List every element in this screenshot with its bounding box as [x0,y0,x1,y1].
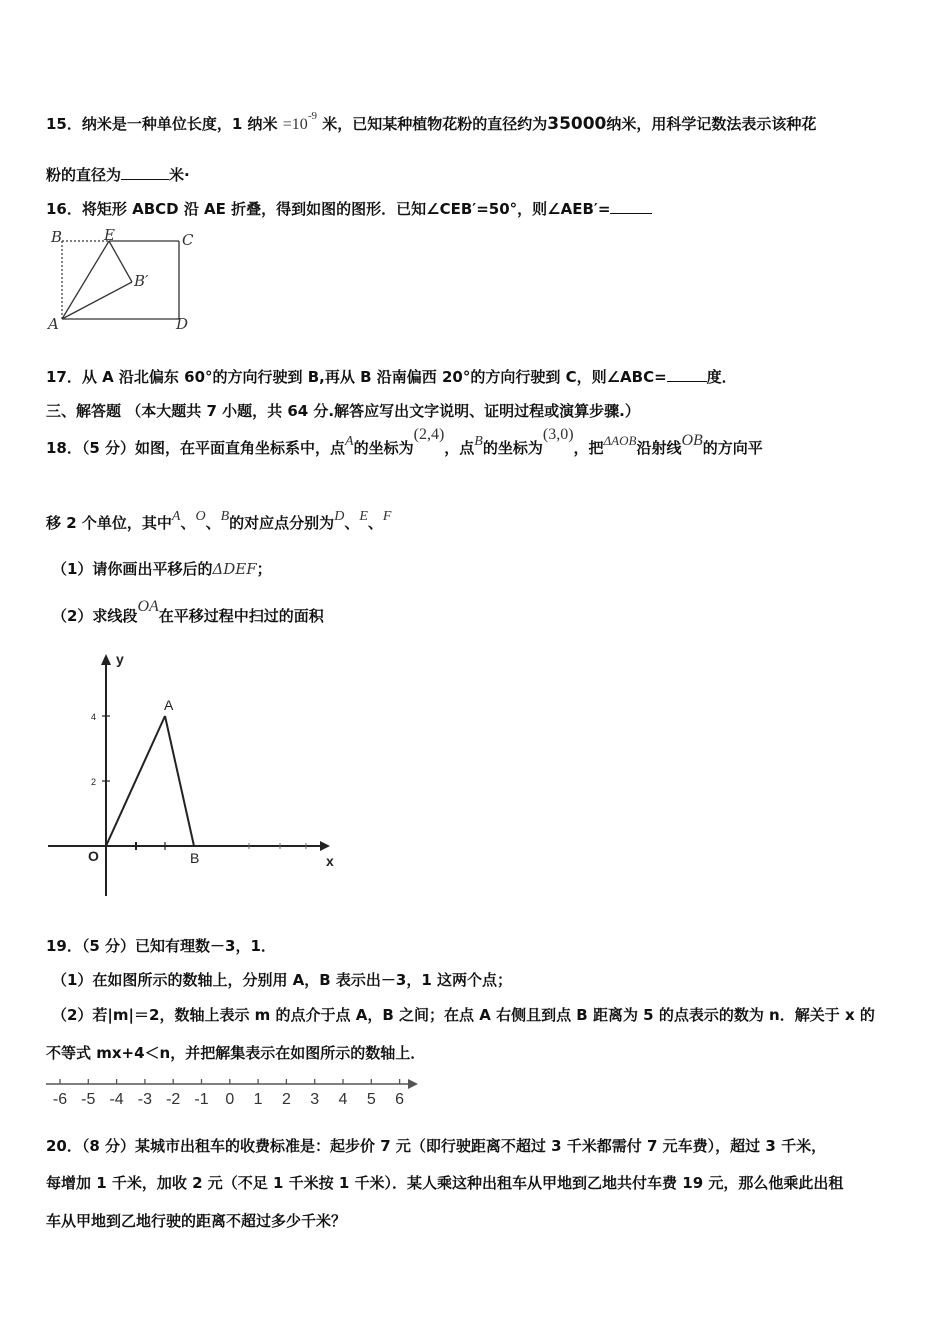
q20-l1-text: 20．（8 分）某城市出租车的收费标准是：起步价 7 元（即行驶距离不超过 3 千米都需付 7 元车费），超过 3 千米， [46,1137,827,1155]
q16-figure [46,228,206,338]
q18-p6: 沿射线 [636,439,682,457]
q18-l2a: 移 2 个单位，其中 [46,514,172,532]
number-line-arrow [408,1079,418,1089]
number-line-label: 1 [253,1091,263,1108]
q18-line2 [46,509,392,535]
q15-text-c: 纳米，用科学记数法表示该种花 [606,115,817,133]
label-b: B [51,228,63,246]
number-line-label: -1 [194,1091,209,1108]
q20-l2-text: 每增加 1 千米，加收 2 元（不足 1 千米按 1 千米）．某人乘这种出租车从甲地到乙地共付车费 19 元，那么他乘此出租 [46,1174,844,1192]
y-tick-label-4: 4 [91,712,97,722]
number-line-label: -5 [81,1091,96,1108]
number-line-label: 6 [395,1091,405,1108]
label-c: C [182,231,194,249]
q18-l2-b: B [220,509,230,524]
origin-label: O [88,848,99,864]
number-line-label: 5 [366,1091,376,1108]
q17-text-b: 度． [706,368,737,386]
q20-line2 [46,1173,843,1193]
label-b-prime: B′ [134,272,149,290]
q18-sub1-a: （1）请你画出平移后的 [52,560,213,578]
q15-power: $=10^{-9}$ [282,110,317,133]
q18-coord-a: (2,4) [413,426,445,443]
q18-l2-a: A [171,509,181,524]
q18-p3: ，点 [444,439,475,457]
q19-title-text: 19．（5 分）已知有理数－3，1． [46,937,276,955]
x-axis-arrow [320,841,330,851]
section3-text: 三、解答题 （本大题共 7 小题，共 64 分.解答应写出文字说明、证明过程或演算步骤.） [46,402,640,420]
q18-p4: 的坐标为 [482,439,543,457]
q17-line [46,367,737,387]
q18-p5: ，把 [573,439,604,457]
q18-ray-ob: OB [681,432,703,449]
label-d: D [176,315,189,333]
section3-heading [46,401,640,421]
number-line-label: -6 [52,1091,68,1108]
q15-line2-b: 米· [169,166,190,184]
q15-line2 [46,165,190,185]
q15-text-a: 15．纳米是一种单位长度，1 纳米 [46,115,278,133]
q18-sub2-oa: OA [137,598,159,615]
q18-point-a: A [345,434,354,449]
q20-line1 [46,1136,826,1156]
q20-l3-text: 车从甲地到乙地行驶的距离不超过多少千米？ [46,1212,347,1230]
q18-sub2-a: （2）求线段 [52,607,138,625]
q18-triangle: ΔAOB [603,433,637,448]
q18-coordinate-figure [44,648,344,900]
q18-coord-b: (3,0) [542,426,574,443]
q15-number: 35000 [547,114,607,134]
q18-p2: 的坐标为 [353,439,414,457]
q17-text-a: 17．从 A 沿北偏东 60°的方向行驶到 B,再从 B 沿南偏西 20°的方向行驶到 C，则∠ABC= [46,368,667,386]
number-line-label: 2 [281,1091,291,1108]
q18-line1 [46,426,763,460]
q18-sep1: 、 [180,514,196,532]
q20-line3 [46,1211,346,1231]
q18-sub1-b: ； [256,560,272,578]
number-line-label: -3 [137,1091,153,1108]
q19-sub2-line1 [52,1005,875,1025]
q18-p7: 的方向平 [702,439,763,457]
number-line-label: -4 [109,1091,124,1108]
q18-sub1 [52,559,272,579]
q18-l2b: 的对应点分别为 [229,514,335,532]
q19-sub1-text: （1）在如图所示的数轴上，分别用 A，B 表示出－3，1 这两个点； [52,971,513,989]
number-line-label: 4 [338,1091,348,1108]
q18-sep3: 、 [344,514,360,532]
q19-sub2a-text: （2）若|m|＝2，数轴上表示 m 的点介于点 A，B 之间；在点 A 右侧且到点 B 距离为 5 的点表示的数为 n．解关于 x 的 [52,1006,875,1024]
q15-line2-a: 粉的直径为 [46,166,122,184]
q18-l2-e: E [359,509,368,524]
q18-l2-d: D [334,509,345,524]
segment-ab [165,716,194,846]
label-a: A [48,315,59,333]
folded-eb [109,241,132,282]
q18-p1: 18．（5 分）如图，在平面直角坐标系中，点 [46,439,346,457]
point-a-label: A [164,697,174,713]
y-axis-arrow [101,654,111,665]
q19-sub2-line2 [46,1043,425,1063]
number-line-label: 3 [310,1091,320,1108]
x-axis-label: x [326,853,334,869]
q16-text: 16．将矩形 ABCD 沿 AE 折叠，得到如图的图形．已知∠CEB′=50°，则∠AEB′= [46,200,611,218]
q19-sub1 [52,970,512,990]
q16-line [46,199,652,219]
q18-l2-o: O [195,509,206,524]
point-b-label: B [190,850,200,866]
q18-point-b: B [474,434,483,449]
q18-sep4: 、 [367,514,383,532]
number-line-label: 0 [225,1091,235,1108]
q18-sub2-b: 在平移过程中扫过的面积 [158,607,324,625]
q15-line1 [46,110,817,136]
label-e: E [104,228,115,244]
q17-answer-blank [667,367,707,382]
segment-oa [106,716,165,846]
q19-title [46,936,276,956]
q18-sub2 [52,598,324,627]
q18-sep2: 、 [205,514,221,532]
y-tick-label-2: 2 [91,777,97,787]
q15-text-b: 米，已知某种植物花粉的直径约为 [322,115,548,133]
q19-sub2b-text: 不等式 mx+4＜n，并把解集表示在如图所示的数轴上． [46,1044,426,1062]
q18-sub1-tri: ΔDEF [212,560,257,578]
q18-l2-f: F [382,509,392,524]
q16-answer-blank [610,199,652,214]
q15-answer-blank [121,165,169,180]
number-line-label: -2 [166,1091,181,1108]
q19-number-line [44,1074,424,1112]
y-axis-label: y [116,651,124,667]
